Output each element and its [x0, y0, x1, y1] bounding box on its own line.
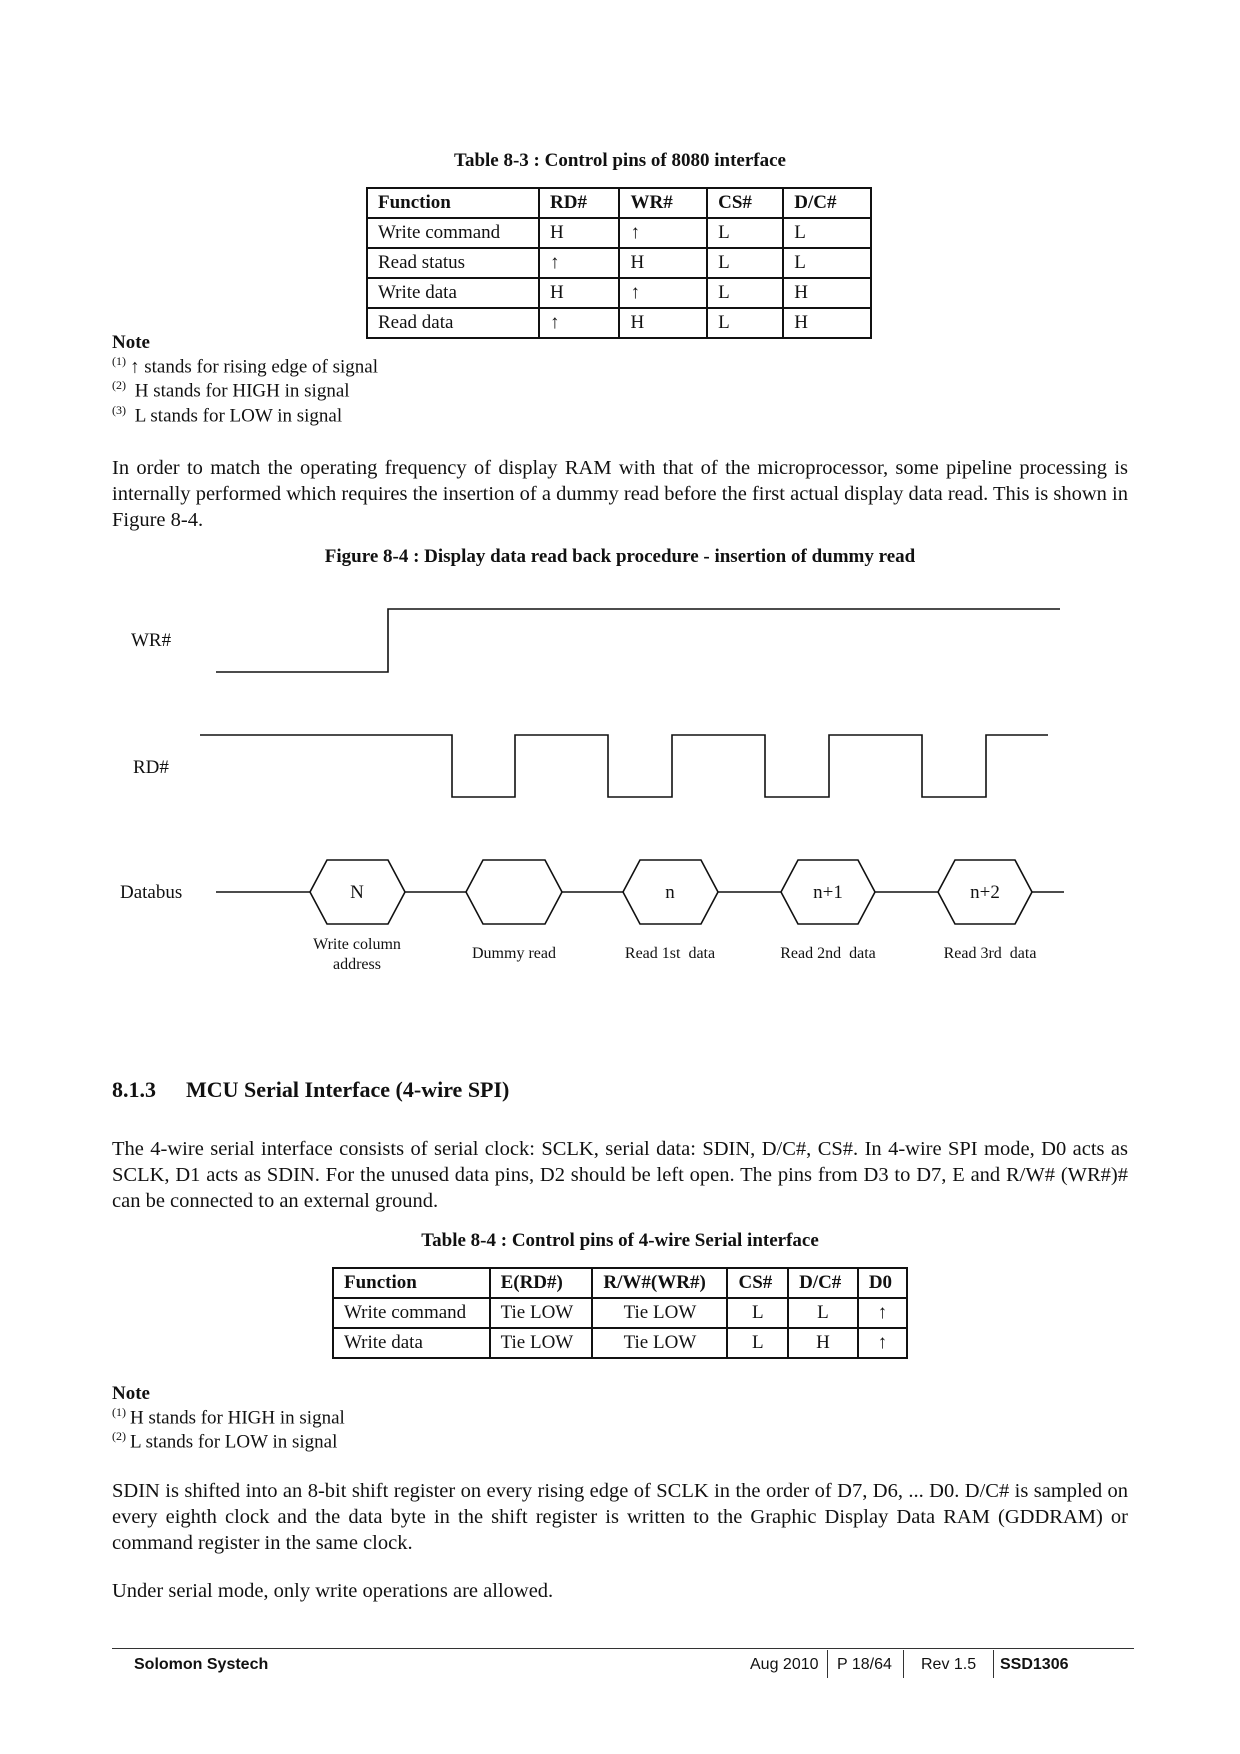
bus-annotation: Read 3rd data	[943, 945, 1037, 962]
note-item	[112, 403, 378, 427]
table-cell: L	[727, 1328, 788, 1358]
note-text: ↑ stands for rising edge of signal	[130, 356, 379, 378]
bus-annotation: address	[333, 956, 381, 973]
table-8-4	[332, 1267, 908, 1359]
table-cell: L	[788, 1298, 858, 1328]
table-8-3-caption: Table 8-3 : Control pins of 8080 interface	[454, 150, 786, 171]
table-cell: Write command	[333, 1298, 490, 1328]
table-row	[333, 1328, 907, 1358]
footer-part: SSD1306	[1000, 1656, 1069, 1673]
table-cell: ↑	[858, 1298, 907, 1328]
table-row	[367, 248, 871, 278]
table-header-cell: D/C#	[788, 1268, 858, 1298]
table-cell: ↑	[619, 218, 707, 248]
note-text: L stands for LOW in signal	[134, 404, 343, 426]
table-cell: H	[783, 278, 871, 308]
paragraph: Under serial mode, only write operations are allowed.	[112, 1580, 554, 1602]
table-header-cell: CS#	[707, 188, 783, 218]
section-number: 8.1.3	[112, 1077, 156, 1102]
footer-page: P 18/64	[837, 1656, 892, 1673]
wr-waveform	[216, 609, 1060, 672]
table-cell: H	[788, 1328, 858, 1358]
table-cell: Tie LOW	[490, 1328, 593, 1358]
note-item	[112, 1405, 345, 1429]
paragraph: In order to match the operating frequency of display RAM with that of the microprocessor, some pipeline processing is internally performed which requires the insertion of a dummy read before the first actual display data read. This is shown in Figure 8-4.	[112, 457, 1128, 531]
note-block	[112, 332, 378, 427]
table-header-cell: E(RD#)	[490, 1268, 593, 1298]
note-marker: (2)	[112, 1429, 126, 1444]
table-cell: L	[783, 248, 871, 278]
timing-diagram	[0, 590, 1240, 1000]
table-header-row	[367, 188, 871, 218]
table-8-3	[366, 187, 872, 339]
note-text: H stands for HIGH in signal	[130, 1407, 345, 1429]
note-item	[112, 1429, 345, 1453]
table-cell: L	[727, 1298, 788, 1328]
table-cell: Tie LOW	[490, 1298, 593, 1328]
table-cell: ↑	[619, 278, 707, 308]
table-cell: Tie LOW	[592, 1298, 727, 1328]
footer-date: Aug 2010	[750, 1656, 819, 1673]
table-cell: ↑	[858, 1328, 907, 1358]
table-cell: L	[783, 218, 871, 248]
note-marker: (1)	[112, 1405, 126, 1419]
table-cell: ↑	[539, 248, 619, 278]
table-header-cell: D0	[858, 1268, 907, 1298]
paragraph: SDIN is shifted into an 8-bit shift register on every rising edge of SCLK in the order of D7, D6, ... D0. D/C# is sampled on every eighth clock and the data byte in the shift register is written to the Graphic Display Data RAM (GDDRAM) or command register in the same clock.	[112, 1480, 1128, 1554]
section-heading	[112, 1077, 509, 1103]
note-marker: (3)	[112, 402, 126, 417]
table-header-cell: CS#	[727, 1268, 788, 1298]
note-marker: (2)	[112, 378, 126, 393]
table-cell: H	[619, 308, 707, 338]
table-cell: Read status	[367, 248, 539, 278]
bus-value: n+2	[970, 882, 1000, 903]
section-title: MCU Serial Interface (4-wire SPI)	[186, 1077, 510, 1102]
note-title: Note	[112, 332, 150, 353]
bus-annotation: Write column	[313, 936, 401, 953]
table-header-cell: Function	[367, 188, 539, 218]
bus-cell	[466, 860, 562, 924]
table-cell: Read data	[367, 308, 539, 338]
bus-annotation: Read 2nd data	[780, 945, 876, 962]
table-row	[367, 278, 871, 308]
rd-label: RD#	[133, 757, 169, 778]
table-8-4-caption: Table 8-4 : Control pins of 4-wire Serial interface	[421, 1230, 819, 1251]
footer-divider	[903, 1650, 904, 1678]
bus-value: N	[350, 882, 364, 903]
table-header-row	[333, 1268, 907, 1298]
table-cell: Write data	[367, 278, 539, 308]
table-cell: Write command	[367, 218, 539, 248]
table-row	[333, 1298, 907, 1328]
footer-rule	[112, 1648, 1134, 1649]
bus-annotation: Read 1st data	[624, 945, 716, 962]
note-marker: (1)	[112, 354, 126, 368]
rd-waveform	[200, 735, 1048, 797]
databus-label: Databus	[120, 882, 183, 903]
table-cell: L	[707, 308, 783, 338]
bus-value: n+1	[813, 882, 843, 903]
footer-rev: Rev 1.5	[921, 1656, 977, 1673]
table-cell: H	[619, 248, 707, 278]
note-block	[112, 1383, 345, 1454]
note-title: Note	[112, 1383, 150, 1404]
wr-label: WR#	[131, 630, 172, 651]
table-cell: L	[707, 248, 783, 278]
note-item	[112, 378, 378, 402]
bus-annotation: Dummy read	[472, 945, 556, 962]
table-cell: H	[539, 218, 619, 248]
note-text: L stands for LOW in signal	[130, 1431, 338, 1453]
note-item	[112, 354, 378, 378]
footer-divider	[993, 1650, 994, 1678]
table-cell: H	[783, 308, 871, 338]
table-cell: Tie LOW	[592, 1328, 727, 1358]
table-cell: H	[539, 278, 619, 308]
bus-value: n	[665, 882, 675, 903]
table-cell: L	[707, 278, 783, 308]
footer-company: Solomon Systech	[134, 1656, 269, 1673]
table-header-cell: Function	[333, 1268, 490, 1298]
table-header-cell: R/W#(WR#)	[592, 1268, 727, 1298]
table-row	[367, 308, 871, 338]
table-cell: L	[707, 218, 783, 248]
footer-divider	[827, 1650, 828, 1678]
paragraph: The 4-wire serial interface consists of serial clock: SCLK, serial data: SDIN, D/C#, CS#. In 4-wire SPI mode, D0 acts as SCLK, D1 acts as SDIN. For the unused data pins, D2 should be left open. The pins from D3 to D7, E and R/W# (WR#)# can be connected to an external ground.	[112, 1138, 1128, 1212]
table-cell: ↑	[539, 308, 619, 338]
note-text: H stands for HIGH in signal	[134, 380, 350, 402]
table-header-cell: D/C#	[783, 188, 871, 218]
table-row	[367, 218, 871, 248]
table-header-cell: RD#	[539, 188, 619, 218]
figure-8-4-caption: Figure 8-4 : Display data read back procedure - insertion of dummy read	[324, 546, 916, 567]
table-cell: Write data	[333, 1328, 490, 1358]
table-header-cell: WR#	[619, 188, 707, 218]
